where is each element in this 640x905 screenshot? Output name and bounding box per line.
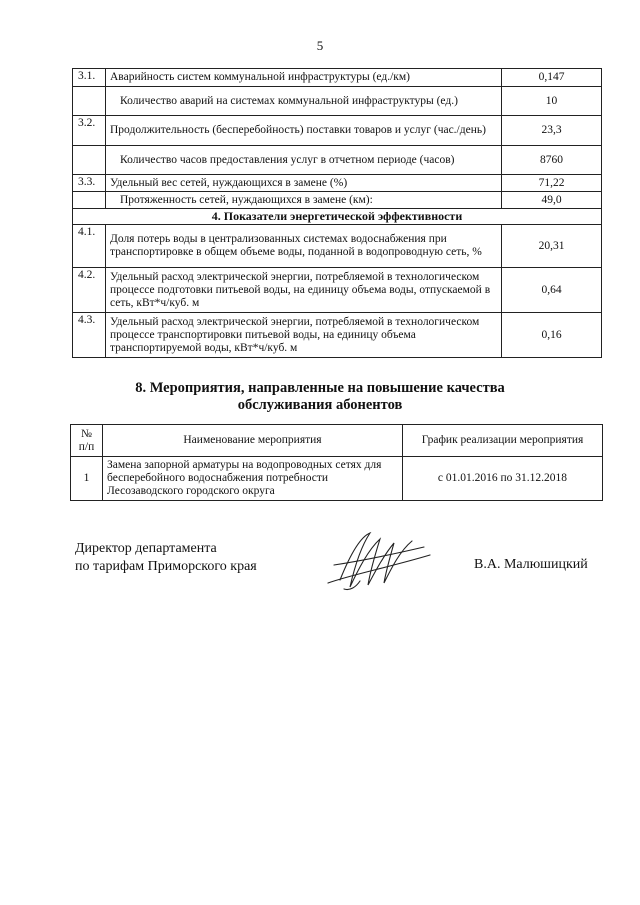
section-8-title-line2: обслуживания абонентов <box>237 397 403 413</box>
row-number: 3.1. <box>73 69 106 87</box>
col-header-number <box>71 425 103 457</box>
row-number: 4.1. <box>73 225 106 268</box>
table-row <box>71 457 603 501</box>
indicator-name: Количество аварий на системах коммунальной инфраструктуры (ед.) <box>106 87 502 116</box>
table-header-row <box>71 425 603 457</box>
measures-table <box>70 424 603 501</box>
handwritten-signature <box>320 525 440 595</box>
indicator-value: 71,22 <box>502 175 602 192</box>
indicator-value: 8760 <box>502 146 602 175</box>
col-header-name: Наименование мероприятия <box>103 425 403 457</box>
col-header-number-line1: № <box>81 427 92 440</box>
row-number: 4.2. <box>73 268 106 313</box>
row-number <box>73 146 106 175</box>
table-row <box>73 69 602 87</box>
indicator-name: Удельный расход электрической энергии, потребляемой в технологическом процессе транспортировки питьевой воды, на единицу объема транспортируемой воды, кВт*ч/куб. м <box>106 313 502 358</box>
section-8-title <box>0 380 640 414</box>
section-4-title: 4. Показатели энергетической эффективности <box>73 209 602 225</box>
table-row <box>73 116 602 146</box>
indicator-name: Аварийность систем коммунальной инфраструктуры (ед./км) <box>106 69 502 87</box>
indicator-value: 0,16 <box>502 313 602 358</box>
col-header-schedule: График реализации мероприятия <box>403 425 603 457</box>
measure-name: Замена запорной арматуры на водопроводных сетях для бесперебойного водоснабжения потребности Лесозаводского городского округа <box>103 457 403 501</box>
table-row <box>73 146 602 175</box>
signatory-position <box>75 540 257 576</box>
table-row <box>73 313 602 358</box>
indicator-value: 20,31 <box>502 225 602 268</box>
table-row <box>73 268 602 313</box>
row-number <box>73 87 106 116</box>
col-header-number-line2: п/п <box>78 440 95 453</box>
indicator-value: 10 <box>502 87 602 116</box>
indicator-value: 0,147 <box>502 69 602 87</box>
indicator-value: 0,64 <box>502 268 602 313</box>
row-number: 4.3. <box>73 313 106 358</box>
section-header-row <box>73 209 602 225</box>
indicator-name: Количество часов предоставления услуг в отчетном периоде (часов) <box>106 146 502 175</box>
measure-schedule: с 01.01.2016 по 31.12.2018 <box>403 457 603 501</box>
indicator-name: Удельный вес сетей, нуждающихся в замене (%) <box>106 175 502 192</box>
indicator-name: Доля потерь воды в централизованных системах водоснабжения при транспортировке в общем объеме воды, поданной в водопроводную сеть, % <box>106 225 502 268</box>
indicator-name: Протяженность сетей, нуждающихся в замене (км): <box>106 192 502 209</box>
signatory-position-line2: по тарифам Приморского края <box>75 559 257 574</box>
table-row <box>73 192 602 209</box>
page-number: 5 <box>316 38 324 53</box>
row-number: 3.2. <box>73 116 106 146</box>
indicator-name: Удельный расход электрической энергии, потребляемой в технологическом процессе подготовки питьевой воды, на единицу объема воды, отпускаемой в сеть, кВт*ч/куб. м <box>106 268 502 313</box>
section-8-title-line1: 8. Мероприятия, направленные на повышение качества <box>135 380 505 396</box>
indicators-table <box>72 68 602 358</box>
row-number: 3.3. <box>73 175 106 192</box>
row-number <box>73 192 106 209</box>
table-row <box>73 225 602 268</box>
table-row <box>73 175 602 192</box>
indicator-name: Продолжительность (бесперебойность) поставки товаров и услуг (час./день) <box>106 116 502 146</box>
signatory-name: В.А. Малюшицкий <box>474 557 588 572</box>
table-row <box>73 87 602 116</box>
signatory-position-line1: Директор департамента <box>75 541 217 556</box>
indicator-value: 49,0 <box>502 192 602 209</box>
indicator-value: 23,3 <box>502 116 602 146</box>
row-number: 1 <box>71 457 103 501</box>
